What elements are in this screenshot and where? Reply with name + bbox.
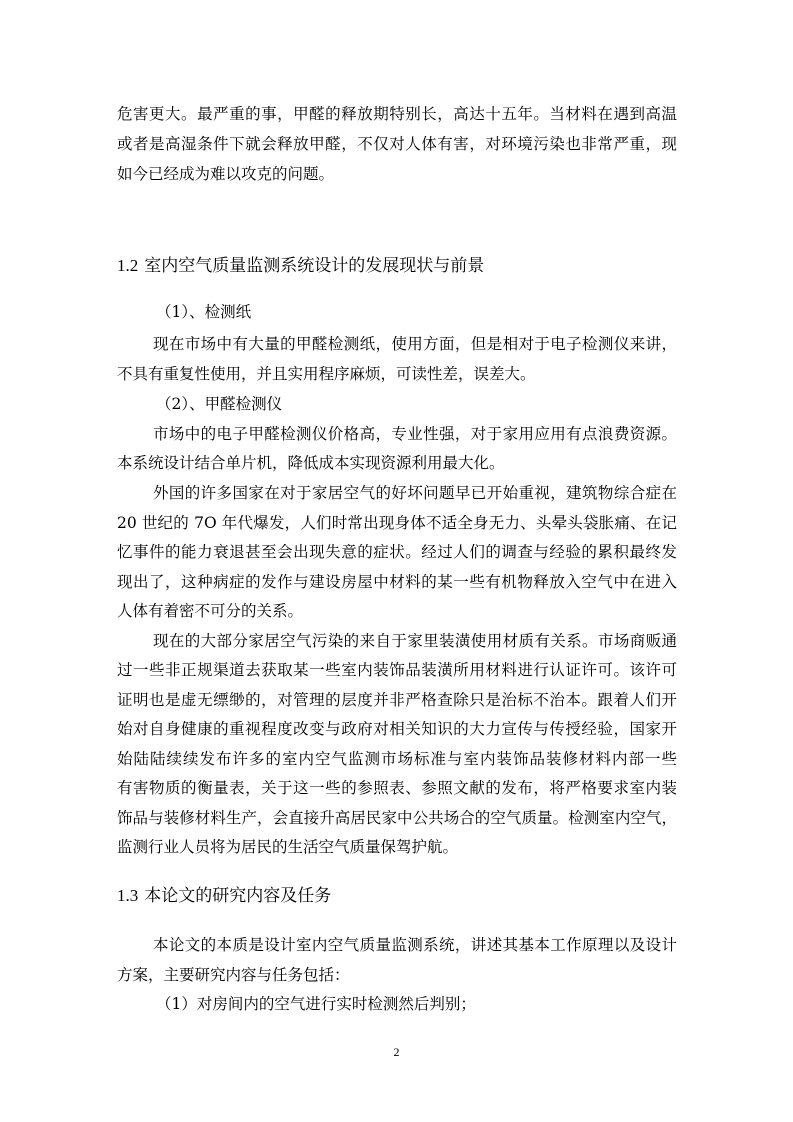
text-line: 如今已经成为难以攻克的问题。: [117, 165, 335, 183]
task-item-1: （1）对房间内的空气进行实时检测然后判别；: [156, 995, 476, 1013]
text-line: 20 世纪的 7O 年代爆发，人们时常出现身体不适全身无力、头晕头袋胀痛、在记: [117, 514, 677, 532]
section-number: 1.3: [117, 886, 139, 905]
text-line: 始陆陆续续发布许多的室内空气监测市场标准与室内装饰品装修材料内部一些: [117, 750, 677, 768]
list-label-detector: （2）、甲醛检测仪: [156, 395, 283, 413]
text-line: 现出了，这种病症的发作与建设房屋中材料的某一些有机物释放入空气中在进入: [117, 573, 677, 591]
section-title: 本论文的研究内容及任务: [144, 886, 332, 906]
text-line: 有害物质的衡量表，关于这一些的参照表、参照文献的发布，将严格要求室内装: [117, 779, 677, 797]
list-label-test-paper: （1）、检测纸: [156, 303, 252, 321]
text-line: 本系统设计结合单片机，降低成本实现资源利用最大化。: [117, 454, 505, 472]
text-line: 市场中的电子甲醛检测仪价格高，专业性强，对于家用应用有点浪费资源。: [153, 425, 677, 443]
text-line: 人体有着密不可分的关系。: [117, 602, 304, 620]
text-line: 证明也是虚无缥缈的，对管理的层度并非严格查除只是治标不治本。跟着人们开: [117, 691, 677, 709]
text-line: 监测行业人员将为居民的生活空气质量保驾护航。: [117, 838, 459, 856]
text-line: 现在的大部分家居空气污染的来自于家里装潢使用材质有关系。市场商贩通: [153, 632, 677, 650]
section-title: 室内空气质量监测系统设计的发展现状与前景: [144, 256, 485, 276]
section-number: 1.2: [117, 256, 139, 275]
section-heading-1-3: [117, 885, 331, 907]
text-line: 饰品与装修材料生产，会直接升高居民家中公共场合的空气质量。检测室内空气，: [117, 809, 677, 827]
text-line: 危害更大。最严重的事，甲醛的释放期特别长，高达十五年。当材料在遇到高温: [117, 105, 677, 123]
section-heading-1-2: [117, 255, 484, 277]
text-line: 外国的许多国家在对于家居空气的好坏问题早已开始重视，建筑物综合症在: [153, 484, 677, 502]
text-line: 现在市场中有大量的甲醛检测纸，使用方面，但是相对于电子检测仪来讲，: [153, 335, 677, 353]
text-line: 方案，主要研究内容与任务包括：: [117, 966, 350, 984]
text-line: 或者是高湿条件下就会释放甲醛，不仅对人体有害，对环境污染也非常严重，现: [117, 135, 677, 153]
text-line: 本论文的本质是设计室内空气质量监测系统，讲述其基本工作原理以及设计: [153, 936, 677, 954]
text-line: 不具有重复性使用，并且实用程序麻烦，可读性差，误差大。: [117, 365, 536, 383]
text-line: 过一些非正规渠道去获取某一些室内装饰品装潢所用材料进行认证许可。该许可: [117, 661, 677, 679]
text-line: 始对自身健康的重视程度改变与政府对相关知识的大力宣传与传授经验，国家开: [117, 720, 677, 738]
page-number: 2: [393, 1045, 400, 1059]
text-line: 忆事件的能力衰退甚至会出现失意的症状。经过人们的调查与经验的累积最终发: [117, 543, 677, 561]
